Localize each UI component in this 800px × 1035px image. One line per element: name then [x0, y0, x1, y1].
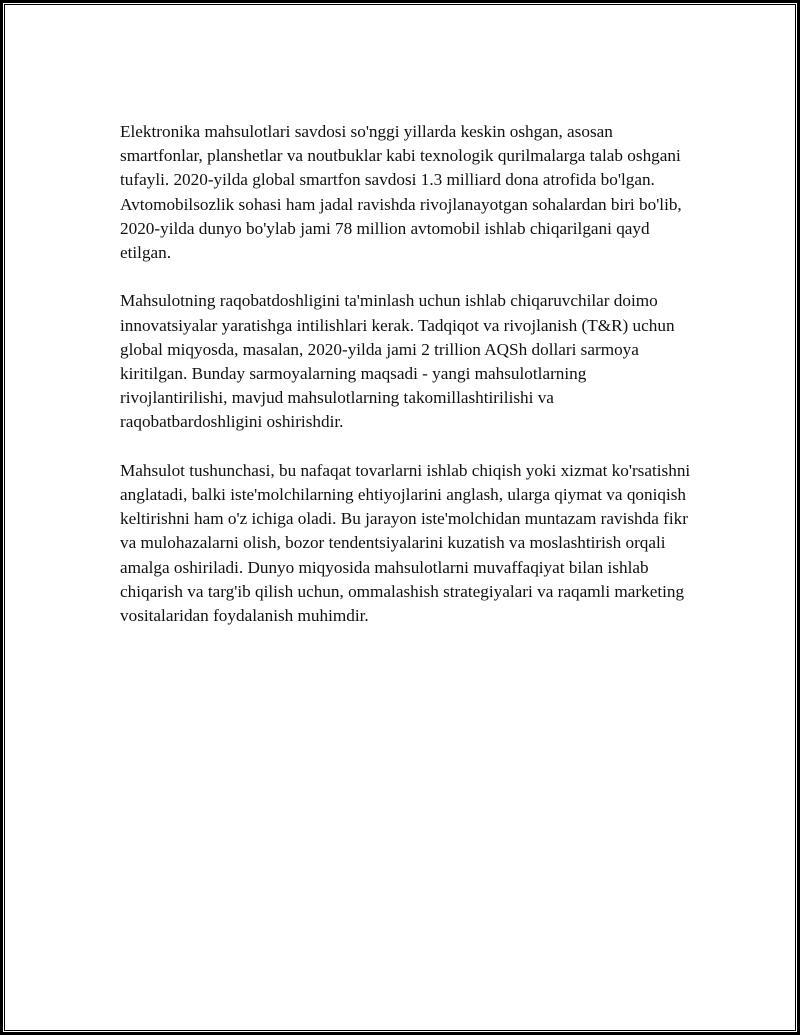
document-body — [120, 120, 692, 652]
paragraph-1: Elektronika mahsulotlari savdosi so'nggi yillarda keskin oshgan, asosan smartfonlar, planshetlar va noutbuklar kabi texnologik qurilmalarga talab oshgani tufayli. 2020-yilda global smartfon savdosi 1.3 milliard dona atrofida bo'lgan. Avtomobilsozlik sohasi ham jadal ravishda rivojlanayotgan sohalardan biri bo'lib, 2020-yilda dunyo bo'ylab jami 78 million avtomobil ishlab chiqarilgani qayd etilgan. — [120, 122, 682, 263]
paragraph-2: Mahsulotning raqobatdoshligini ta'minlash uchun ishlab chiqaruvchilar doimo innovatsiyalar yaratishga intilishlari kerak. Tadqiqot va rivojlanish (T&R) uchun global miqyosda, masalan, 2020-yilda jami 2 trillion AQSh dollari sarmoya kiritilgan. Bunday sarmoyalarning maqsadi - yangi mahsulotlarning rivojlantirilishi, mavjud mahsulotlarning takomillashtirilishi va raqobatbardoshligini oshirishdir. — [120, 291, 675, 432]
paragraph-3: Mahsulot tushunchasi, bu nafaqat tovarlarni ishlab chiqish yoki xizmat ko'rsatishni anglatadi, balki iste'molchilarning ehtiyojlarini anglash, ularga qiymat va qoniqish keltirishni ham o'z ichiga oladi. Bu jarayon iste'molchidan muntazam ravishda fikr va mulohazalarni olish, bozor tendentsiyalarini kuzatish va moslashtirish orqali amalga oshiriladi. Dunyo miqyosida mahsulotlarni muvaffaqiyat bilan ishlab chiqarish va targ'ib qilish uchun, ommalashish strategiyalari va raqamli marketing vositalaridan foydalanish muhimdir. — [120, 460, 691, 626]
